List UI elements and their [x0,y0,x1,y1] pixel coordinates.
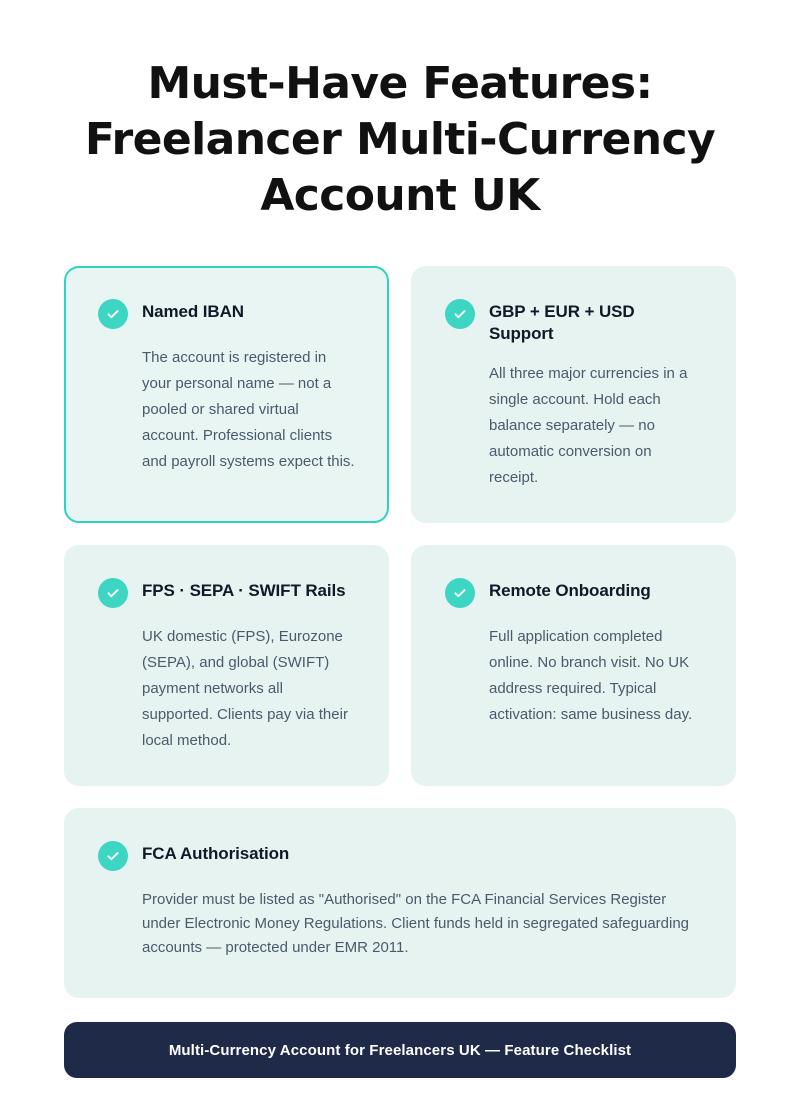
feature-card-body: Provider must be listed as "Authorised" on the FCA Financial Services Register under Electronic Money Regulations. Client funds held in segregated safeguarding accounts — protected under EMR 2011. [142,891,690,956]
feature-card-header [98,298,355,329]
check-circle-icon [445,299,475,329]
feature-card-body: UK domestic (FPS), Eurozone (SEPA), and global (SWIFT) payment networks all supported. Clients pay via their local method. [142,628,348,749]
feature-card-header [98,577,355,608]
feature-card-fps-sepa-swift-rails[interactable] [64,545,389,786]
feature-card-fca-authorisation[interactable] [64,808,736,998]
feature-card-title: GBP + EUR + USD Support [489,302,635,343]
feature-card-header [445,577,702,608]
feature-card-gbp-eur-usd-support[interactable] [411,266,736,523]
footer-banner [64,1022,736,1078]
check-circle-icon [445,578,475,608]
check-circle-icon [98,299,128,329]
check-circle-icon [98,841,128,871]
feature-card-body: All three major currencies in a single account. Hold each balance separately — no automatic conversion on receipt. [489,365,688,486]
footer-banner-label: Multi-Currency Account for Freelancers UK — Feature Checklist [168,1041,632,1059]
feature-card-body: The account is registered in your personal name — not a pooled or shared virtual account. Professional clients and payroll systems expect this. [142,349,355,470]
page-title-line-2: Freelancer Multi-Currency [84,114,716,165]
feature-card-title: Named IBAN [142,302,244,321]
feature-card-header [445,298,702,345]
feature-card-body: Full application completed online. No branch visit. No UK address required. Typical activation: same business day. [489,628,693,723]
page-title [64,0,736,224]
feature-card-header [98,840,702,871]
feature-card-grid [64,266,736,998]
feature-card-named-iban[interactable] [64,266,389,523]
page-title-line-1: Must-Have Features: [147,58,653,109]
feature-card-title: FCA Authorisation [142,844,290,863]
check-circle-icon [98,578,128,608]
feature-card-remote-onboarding[interactable] [411,545,736,786]
page-title-line-3: Account UK [260,170,540,221]
feature-card-title: FPS · SEPA · SWIFT Rails [142,581,346,600]
feature-card-title: Remote Onboarding [489,581,651,600]
